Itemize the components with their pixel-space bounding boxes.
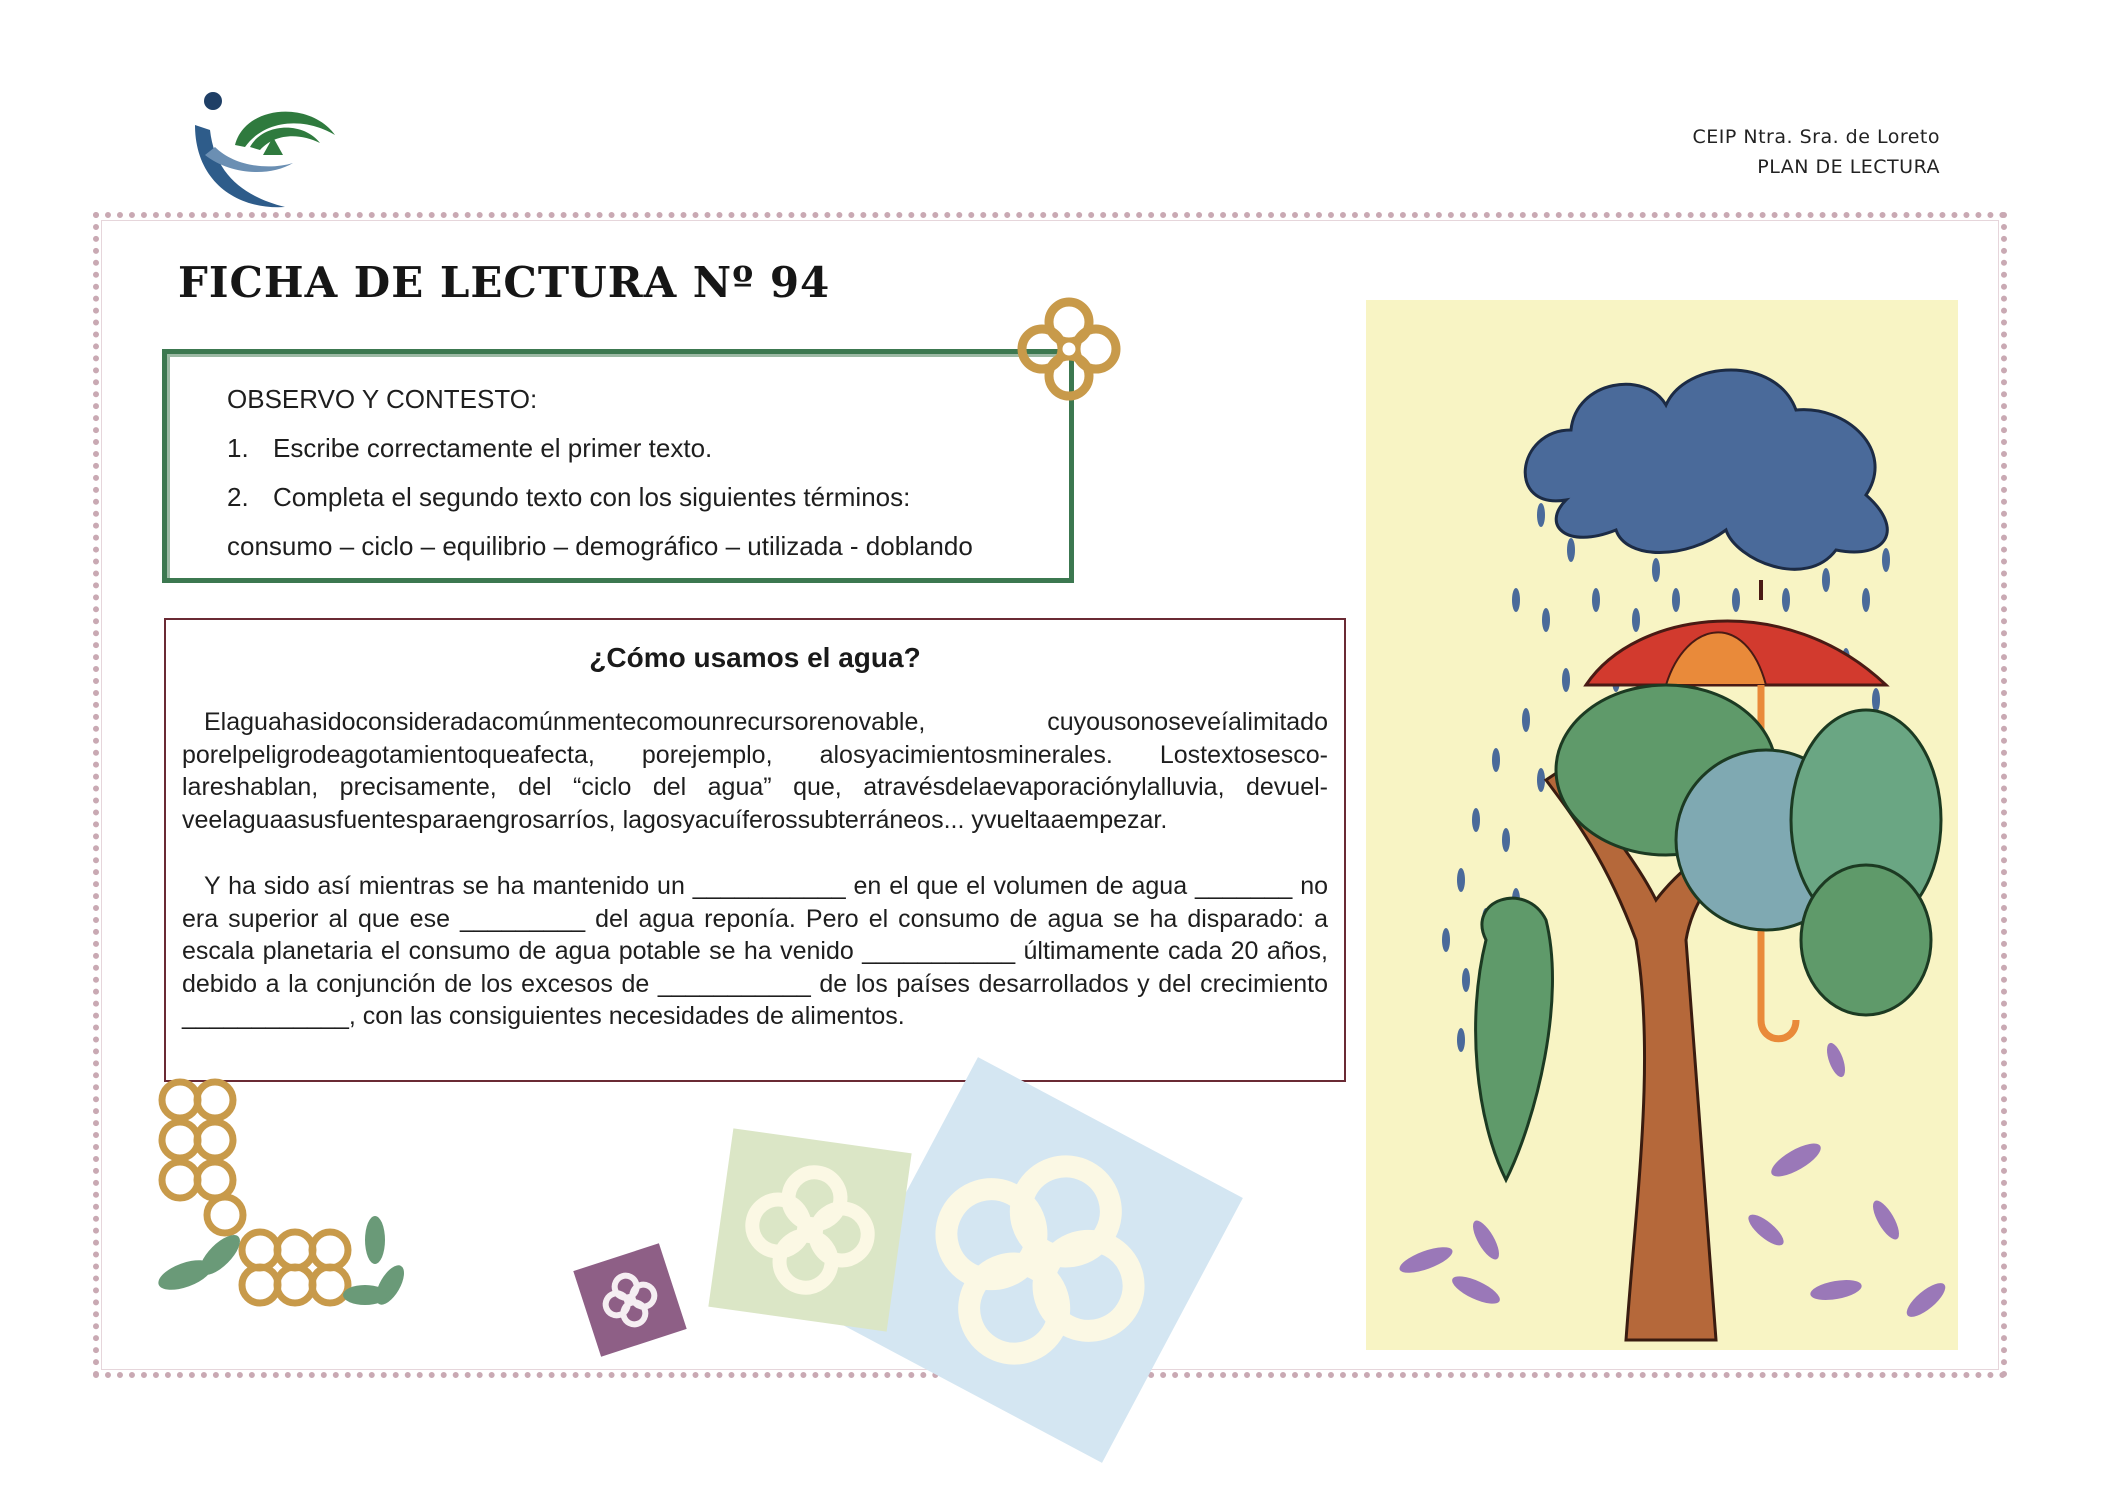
- reading-paragraph-1: [182, 706, 1328, 836]
- paragraph-1-text: Elaguahasidoconsideradacomúnmentecomounrecursorenovable, cuyousonoseveíalimitado porelpeligrodeagotamientoqueafecta, porejemplo, alosyacimientosminerales. Lostextosesco-lareshablan, precisamente, del “ciclo del agua” que, atravésdelaevaporaciónylalluvia, devuel-veelaguaasusfuentesparaengrosarríos, lagosyacuíferossubterráneos... yvueltaaempezar.: [182, 708, 1328, 834]
- paragraph-2-text: Y ha sido así mientras se ha mantenido un ___________ en el que el volumen de agua _______ no era superior al que ese _________ del agua reponía. Pero el consumo de agua se ha disparado: a escala planetaria el consumo de agua potable se ha venido ___________ últimamente cada 20 años, debido a la conjunción de los excesos de ___________ de los países desarrollados y del crecimiento ____________, con las consiguientes necesidades de alimentos.: [182, 872, 1328, 1030]
- reading-paragraph-2: [182, 870, 1328, 1033]
- page-title: FICHA DE LECTURA Nº 94: [178, 258, 831, 307]
- terms-list: consumo – ciclo – equilibrio – demográfico – utilizada - doblando: [227, 531, 973, 561]
- reading-box: [164, 618, 1346, 1082]
- instruction-item: [227, 433, 712, 464]
- program-name: PLAN DE LECTURA: [1757, 156, 1940, 178]
- instructions-heading: OBSERVO Y CONTESTO:: [227, 384, 538, 414]
- school-header: [1693, 122, 1941, 182]
- rain-tree-illustration: [1366, 300, 1958, 1350]
- school-name: CEIP Ntra. Sra. de Loreto: [1692, 126, 1940, 148]
- instruction-number: 2.: [227, 482, 249, 512]
- illustration-panel: [1366, 300, 1958, 1350]
- decorative-tiles: [560, 1050, 1320, 1480]
- instruction-text: Escribe correctamente el primer texto.: [273, 433, 713, 463]
- instruction-number: 1.: [227, 433, 249, 463]
- reading-title: ¿Cómo usamos el agua?: [589, 642, 921, 673]
- instruction-item: [227, 482, 910, 513]
- instructions-box: [162, 349, 1074, 583]
- education-logo: [175, 85, 345, 215]
- flower-ornament-icon: [1014, 294, 1124, 404]
- floral-corner-icon: [150, 1065, 410, 1315]
- instruction-text: Completa el segundo texto con los siguientes términos:: [273, 482, 911, 512]
